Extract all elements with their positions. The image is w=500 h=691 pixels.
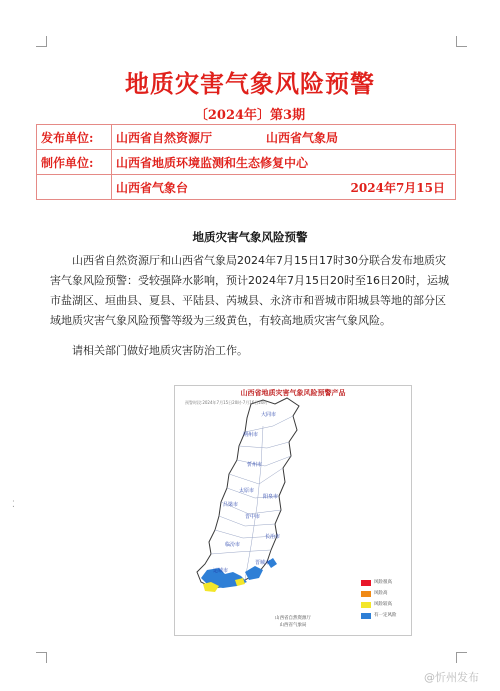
legend-swatch xyxy=(361,602,371,608)
issue-number: 〔2024年〕第3期 xyxy=(194,108,306,123)
legend-item xyxy=(361,578,409,589)
legend-label: 风险很高 xyxy=(374,580,392,585)
watermark-text: @忻州发布 xyxy=(424,671,479,684)
document-title: 地质灾害气象风险预警 xyxy=(125,69,375,98)
map-city-label: 长治市 xyxy=(265,534,281,540)
page-corner-mark xyxy=(456,36,467,47)
publisher-value xyxy=(112,125,456,150)
legend-label: 风险高 xyxy=(374,591,388,596)
map-city-label: 运城市 xyxy=(213,568,229,574)
publisher-a: 山西省自然资源厅 xyxy=(116,130,213,145)
legend-item xyxy=(361,589,409,600)
legend-item xyxy=(361,600,409,611)
notice-paragraph: 请相关部门做好地质灾害防治工作。 xyxy=(72,344,248,357)
page-corner-mark xyxy=(36,652,47,663)
map-city-label: 朔州市 xyxy=(243,432,259,438)
map-city-label: 忻州市 xyxy=(247,462,263,468)
empty-label xyxy=(37,175,112,200)
table-row xyxy=(37,150,456,175)
legend-label: 有一定风险 xyxy=(374,613,397,618)
map-city-label: 太原市 xyxy=(239,488,255,494)
map-city-label: 临汾市 xyxy=(225,542,241,548)
issuer-cell xyxy=(112,175,456,200)
publisher-label: 发布单位: xyxy=(37,125,112,150)
map-city-label: 吕梁市 xyxy=(223,502,239,508)
page-corner-mark xyxy=(456,652,467,663)
map-city-label: 大同市 xyxy=(261,412,277,418)
map-city-label: 晋城市 xyxy=(255,560,271,566)
map-title: 山西省地质灾害气象风险预警产品 xyxy=(240,389,346,397)
page-side-marker: ⁚ xyxy=(12,500,15,510)
map-city-label: 晋中市 xyxy=(245,514,261,520)
map-city-label: 阳泉市 xyxy=(263,494,279,500)
table-row xyxy=(37,125,456,150)
issuer-value: 山西省气象台 xyxy=(116,180,189,195)
legend-swatch xyxy=(361,580,371,586)
table-row xyxy=(37,175,456,200)
producer-value: 山西省地质环境监测和生态修复中心 xyxy=(112,150,456,175)
legend-swatch xyxy=(361,591,371,597)
producer-label: 制作单位: xyxy=(37,150,112,175)
legend-label: 风险较高 xyxy=(374,602,392,607)
page-corner-mark xyxy=(36,36,47,47)
warning-map xyxy=(174,385,412,636)
map-subtitle: 预警时段:2024年7月15日20时-7月16日20时 xyxy=(185,400,268,405)
issue-date: 2024年7月15日 xyxy=(350,180,445,195)
header-table xyxy=(36,124,456,200)
notice-title: 地质灾害气象风险预警 xyxy=(192,230,308,244)
map-footer-issuer: 山西省自然资源厅 xyxy=(275,616,311,621)
notice-paragraph: 山西省自然资源厅和山西省气象局2024年7月15日17时30分联合发布地质灾害气象风险预警：受较强降水影响，预计2024年7月15日20时至16日20时，运城市盐湖区、垣曲县、夏县、平陆县、芮城县、永济市和晋城市阳城县等地的部分区域地质灾害气象风险预警等级为三级黄色，有较高地质灾害气象风险。 xyxy=(50,254,449,327)
publisher-b: 山西省气象局 xyxy=(266,130,339,145)
map-footer-issuer: 山西省气象局 xyxy=(279,623,307,628)
